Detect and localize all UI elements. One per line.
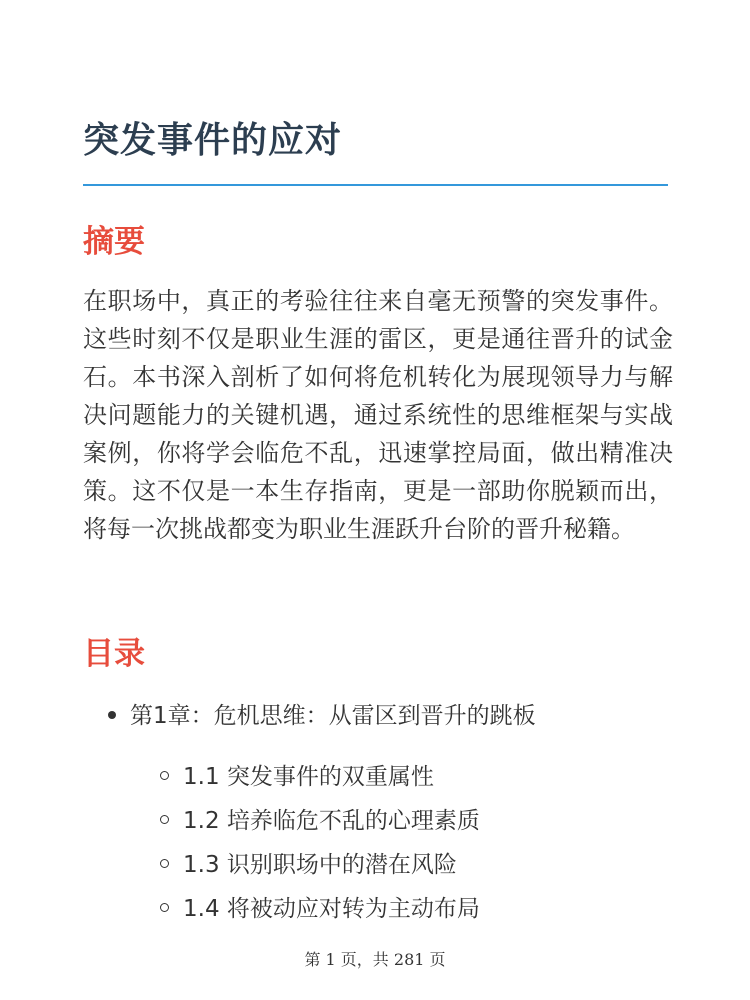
toc-section-list (160, 755, 480, 931)
bullet-disc-icon (108, 711, 116, 719)
toc-section-label: 1.4 将被动应对转为主动布局 (183, 896, 480, 922)
toc-section-item (160, 755, 480, 799)
toc-heading: 目录 (83, 636, 145, 672)
abstract-body: 在职场中，真正的考验往往来自毫无预警的突发事件。这些时刻不仅是职业生涯的雷区，更是通往晋升的试金石。本书深入剖析了如何将危机转化为展现领导力与解决问题能力的关键机遇，通过系统性的思维框架与实战案例，你将学会临危不乱，迅速掌控局面，做出精准决策。这不仅是一本生存指南，更是一部助你脱颖而出，将每一次挑战都变为职业生涯跃升台阶的晋升秘籍。 (83, 287, 673, 543)
toc-section-label: 1.3 识别职场中的潜在风险 (183, 852, 457, 878)
abstract-heading: 摘要 (83, 224, 145, 260)
toc-chapter-label: 第1章：危机思维：从雷区到晋升的跳板 (130, 703, 536, 729)
page-number-footer: 第 1 页，共 281 页 (304, 950, 446, 969)
toc-section-item (160, 887, 480, 931)
bullet-circle-icon (160, 859, 169, 868)
toc-chapter-item (108, 697, 536, 735)
document-title: 突发事件的应对 (83, 120, 343, 161)
toc-section-label: 1.2 培养临危不乱的心理素质 (183, 808, 480, 834)
bullet-circle-icon (160, 771, 169, 780)
title-divider (83, 184, 668, 186)
toc-section-label: 1.1 突发事件的双重属性 (183, 764, 434, 790)
bullet-circle-icon (160, 815, 169, 824)
bullet-circle-icon (160, 903, 169, 912)
toc-section-item (160, 843, 480, 887)
toc-section-item (160, 799, 480, 843)
